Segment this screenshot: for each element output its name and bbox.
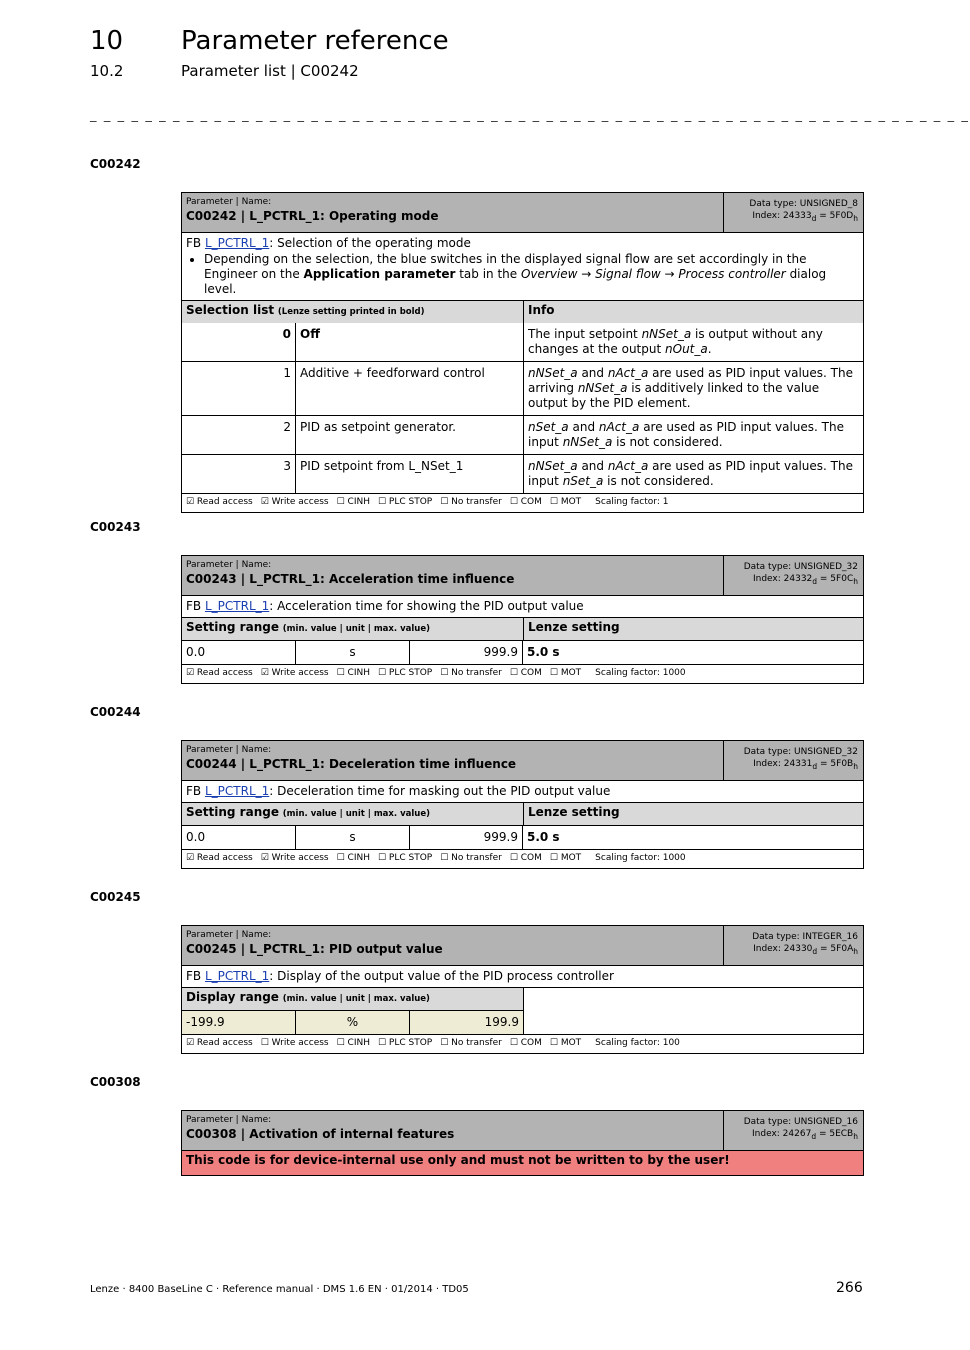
display-range-block: Display range (min. value | unit | max. value) -199.9 % 199.9: [182, 987, 863, 1034]
param-header: Parameter | Name: C00244 | L_PCTRL_1: Deceleration time influence Data type: UNSIGNED_32 Index: $24331_d = 5F0B_h$: [182, 741, 863, 780]
access-flag: ☐ MOT: [549, 1038, 582, 1048]
selection-row: [182, 454, 863, 493]
access-flag: Scaling factor: 1000: [595, 668, 686, 678]
selection-label: PID setpoint from L_NSet_1: [296, 455, 524, 493]
access-flag: ☐ PLC STOP: [378, 853, 433, 863]
page-number: 266: [836, 1280, 863, 1296]
code-heading-c00242: C00242: [90, 157, 141, 171]
access-flag: ☐ MOT: [549, 668, 582, 678]
param-name: C00245 | L_PCTRL_1: PID output value: [186, 942, 443, 956]
chapter-title: Parameter reference: [181, 26, 449, 56]
section-number: 10.2: [90, 62, 124, 80]
param-index: Index: $24267_d = 5ECB_h$: [752, 1129, 858, 1141]
access-flag: ☐ No transfer: [440, 668, 502, 678]
selection-label: PID as setpoint generator.: [296, 416, 524, 454]
access-flag: ☐ PLC STOP: [378, 497, 433, 507]
access-flag: ☐ PLC STOP: [378, 668, 433, 678]
fb-link[interactable]: L_PCTRL_1: [204, 969, 270, 983]
fb-link[interactable]: L_PCTRL_1: [204, 599, 270, 613]
selection-info: nNSet_a and nAct_a are used as PID input values. The arriving nNSet_a is additively linked to the value output by the PID element.: [528, 366, 853, 410]
param-header: Parameter | Name: C00243 | L_PCTRL_1: Acceleration time influence Data type: UNSIGNED_32 Index: $24332_d = 5F0C_h$: [182, 556, 863, 595]
selection-info: nSet_a and nAct_a are used as PID input values. The input nNSet_a is not considered.: [528, 420, 844, 449]
data-type: Data type: INTEGER_16: [752, 932, 858, 942]
description-bullet: • Depending on the selection, the blue switches in the displayed signal flow are set accordingly in the Engineer on the Application parameter tab in the Overview → Signal flow → Process controller dialog level.: [204, 252, 859, 297]
section-title: Parameter list | C00242: [181, 62, 359, 80]
range-min: 0.0: [182, 641, 296, 664]
code-heading-c00244: C00244: [90, 705, 141, 719]
access-flags: [182, 1034, 863, 1053]
data-type: Data type: UNSIGNED_32: [743, 747, 858, 757]
param-description: FB L_PCTRL_1: Selection of the operating mode • Depending on the selection, the blue switches in the displayed signal flow are set accordingly in the Engineer on the Application parameter tab in the Overview → Signal flow → Process controller dialog level.: [182, 232, 863, 300]
selection-info: The input setpoint nNSet_a is output without any changes at the output nOut_a.: [528, 327, 823, 356]
access-flag: ☐ CINH: [336, 1038, 370, 1048]
access-flags: [182, 849, 863, 868]
param-index: Index: $24333_d = 5F0D_h$: [752, 211, 858, 223]
access-flag: Scaling factor: 1000: [595, 853, 686, 863]
access-flag: ☐ CINH: [336, 853, 370, 863]
access-flags: [182, 664, 863, 683]
param-description: FB L_PCTRL_1: Deceleration time for masking out the PID output value: [182, 780, 863, 802]
header-separator: _ _ _ _ _ _ _ _ _ _ _ _ _ _ _ _ _ _ _ _ _ _ _ _ _ _ _ _ _ _ _ _ _ _ _ _ _ _ _ _ _ _ _ _ _ _ _ _ _ _ _ _ _ _ _ _ _ _ _ _ _ _ _ _: [90, 108, 970, 123]
range-unit: s: [296, 826, 410, 849]
param-header: [182, 193, 863, 232]
selection-value: 0: [182, 323, 296, 361]
selection-label: Off: [296, 323, 524, 361]
range-min: -199.9: [182, 1011, 296, 1034]
access-flag: ☑ Read access: [186, 668, 253, 678]
selection-row: [182, 323, 863, 361]
param-name: C00242 | L_PCTRL_1: Operating mode: [186, 209, 439, 223]
param-description: FB L_PCTRL_1: Display of the output value of the PID process controller: [182, 965, 863, 987]
access-flag: ☑ Read access: [186, 853, 253, 863]
param-table-c00243: [181, 555, 864, 684]
access-flags: [182, 493, 863, 512]
lenze-setting-value: 5.0 s: [527, 645, 560, 659]
param-table-c00245: [181, 925, 864, 1054]
access-flag: ☐ MOT: [549, 853, 582, 863]
access-flag: Scaling factor: 100: [595, 1038, 680, 1048]
range-max: 199.9: [484, 1015, 519, 1029]
data-type: Data type: UNSIGNED_32: [743, 562, 858, 572]
param-name-label: Parameter | Name:: [186, 197, 272, 207]
access-flag: ☐ Write access: [260, 1038, 329, 1048]
param-name: C00308 | Activation of internal features: [186, 1127, 455, 1141]
range-values: [182, 825, 863, 849]
range-unit: s: [296, 641, 410, 664]
access-flag: ☑ Read access: [186, 497, 253, 507]
param-index: Index: $24331_d = 5F0B_h$: [753, 759, 858, 771]
data-type: Data type: UNSIGNED_16: [743, 1117, 858, 1127]
access-flag: ☐ CINH: [336, 668, 370, 678]
lenze-setting-value: 5.0 s: [527, 830, 560, 844]
param-table-c00242: [181, 192, 864, 513]
param-header: Parameter | Name: C00308 | Activation of internal features Data type: UNSIGNED_16 Index: $24267_d = 5ECB_h$: [182, 1111, 863, 1150]
range-header: Setting range (min. value | unit | max. value) Lenze setting: [182, 617, 863, 640]
param-table-c00308: [181, 1110, 864, 1176]
access-flag: ☐ No transfer: [440, 853, 502, 863]
param-name: C00243 | L_PCTRL_1: Acceleration time influence: [186, 572, 515, 586]
param-index: Index: $24330_d = 5F0A_h$: [753, 944, 858, 956]
chapter-number: 10: [90, 26, 124, 56]
selection-value: 1: [182, 362, 296, 415]
access-flag: ☑ Write access: [260, 668, 329, 678]
range-max: 999.9: [410, 826, 523, 849]
access-flag: ☐ CINH: [336, 497, 370, 507]
access-flag: ☐ No transfer: [440, 497, 502, 507]
selection-value: 3: [182, 455, 296, 493]
selection-header: Selection list (Lenze setting printed in bold) Info: [182, 300, 863, 323]
access-flag: Scaling factor: 1: [595, 497, 669, 507]
param-description: FB L_PCTRL_1: Acceleration time for showing the PID output value: [182, 595, 863, 617]
access-flag: ☐ COM: [509, 497, 542, 507]
selection-value: 2: [182, 416, 296, 454]
fb-link[interactable]: L_PCTRL_1: [204, 236, 270, 250]
access-flag: ☐ No transfer: [440, 1038, 502, 1048]
access-flag: ☐ COM: [509, 853, 542, 863]
access-flag: ☐ COM: [509, 668, 542, 678]
footer-doc-info: Lenze · 8400 BaseLine C · Reference manual · DMS 1.6 EN · 01/2014 · TD05: [90, 1284, 469, 1295]
range-max: 999.9: [410, 641, 523, 664]
param-index: Index: $24332_d = 5F0C_h$: [752, 574, 858, 586]
range-header: Setting range (min. value | unit | max. value) Lenze setting: [182, 802, 863, 825]
access-flag: ☑ Write access: [260, 853, 329, 863]
range-unit: %: [296, 1011, 410, 1034]
code-heading-c00243: C00243: [90, 520, 141, 534]
range-min: 0.0: [182, 826, 296, 849]
internal-use-warning: This code is for device-internal use only and must not be written to by the user!: [182, 1150, 863, 1175]
range-values: [182, 640, 863, 664]
code-heading-c00308: C00308: [90, 1075, 141, 1089]
access-flag: ☐ PLC STOP: [378, 1038, 433, 1048]
access-flag: ☑ Write access: [260, 497, 329, 507]
data-type: Data type: UNSIGNED_8: [749, 199, 858, 209]
selection-row: [182, 415, 863, 454]
access-flag: ☑ Read access: [186, 1038, 253, 1048]
selection-label: Additive + feedforward control: [296, 362, 524, 415]
param-table-c00244: [181, 740, 864, 869]
selection-row: [182, 361, 863, 415]
fb-link[interactable]: L_PCTRL_1: [204, 784, 270, 798]
param-name: C00244 | L_PCTRL_1: Deceleration time influence: [186, 757, 517, 771]
access-flag: ☐ MOT: [549, 497, 582, 507]
access-flag: ☐ COM: [509, 1038, 542, 1048]
code-heading-c00245: C00245: [90, 890, 141, 904]
selection-info: nNSet_a and nAct_a are used as PID input values. The input nSet_a is not considered.: [528, 459, 853, 488]
param-header: Parameter | Name: C00245 | L_PCTRL_1: PID output value Data type: INTEGER_16 Index: $24330_d = 5F0A_h$: [182, 926, 863, 965]
